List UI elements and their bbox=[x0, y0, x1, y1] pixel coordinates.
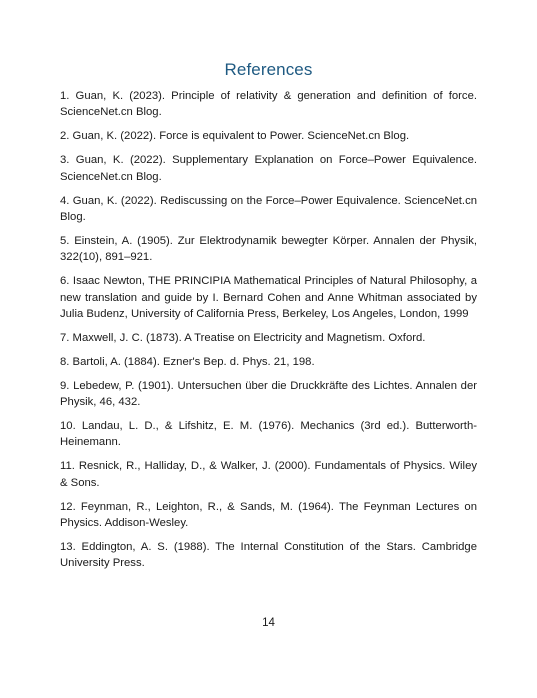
reference-item-9: 9. Lebedew, P. (1901). Untersuchen über die Druckkräfte des Lichtes. Annalen der Physik, 46, 432. bbox=[60, 379, 477, 409]
reference-item-5: 5. Einstein, A. (1905). Zur Elektrodynamik bewegter Körper. Annalen der Physik, 322(10), 891–921. bbox=[60, 234, 477, 264]
reference-item-4: 4. Guan, K. (2022). Rediscussing on the Force–Power Equivalence. ScienceNet.cn Blog. bbox=[60, 194, 477, 223]
reference-item-12: 12. Feynman, R., Leighton, R., & Sands, M. (1964). The Feynman Lectures on Physics. Addison-Wesley. bbox=[60, 500, 477, 530]
reference-item-8: 8. Bartoli, A. (1884). Ezner's Bep. d. Phys. 21, 198. bbox=[60, 355, 315, 368]
reference-item-1: 1. Guan, K. (2023). Principle of relativity & generation and definition of force. ScienceNet.cn Blog. bbox=[60, 90, 477, 119]
reference-item-6: 6. Isaac Newton, THE PRINCIPIA Mathematical Principles of Natural Philosophy, a new translation and guide by I. Bernard Cohen and Anne Whitman associated by Julia Budenz, University of California Press, Berkeley, Los Angeles, London, 1999 bbox=[60, 275, 477, 320]
references-heading: References bbox=[224, 60, 313, 79]
page-number: 14 bbox=[262, 617, 275, 629]
reference-item-2: 2. Guan, K. (2022). Force is equivalent to Power. ScienceNet.cn Blog. bbox=[60, 130, 410, 143]
reference-item-13: 13. Eddington, A. S. (1988). The Internal Constitution of the Stars. Cambridge University Press. bbox=[60, 540, 477, 570]
reference-item-3: 3. Guan, K. (2022). Supplementary Explanation on Force–Power Equivalence. ScienceNet.cn Blog. bbox=[60, 154, 477, 183]
references-list bbox=[60, 88, 477, 579]
reference-item-11: 11. Resnick, R., Halliday, D., & Walker, J. (2000). Fundamentals of Physics. Wiley & Sons. bbox=[60, 460, 477, 489]
reference-item-7: 7. Maxwell, J. C. (1873). A Treatise on Electricity and Magnetism. Oxford. bbox=[60, 331, 426, 344]
reference-item-10: 10. Landau, L. D., & Lifshitz, E. M. (1976). Mechanics (3rd ed.). Butterworth-Heinemann. bbox=[60, 420, 477, 449]
